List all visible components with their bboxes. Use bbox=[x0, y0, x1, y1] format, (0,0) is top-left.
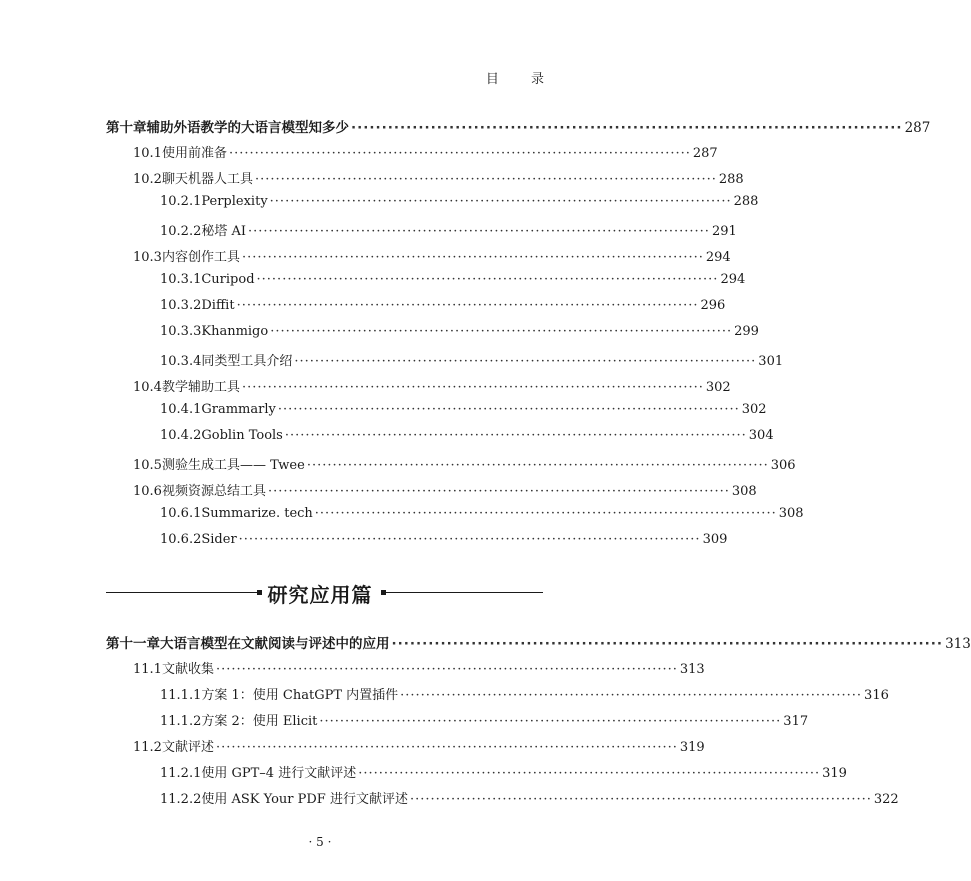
dot-leader: ·························································································· bbox=[294, 354, 757, 369]
entry-number: 10.2.2 bbox=[160, 224, 202, 239]
toc-entry[interactable] bbox=[160, 532, 728, 547]
toc-entry[interactable] bbox=[160, 710, 809, 729]
chapter-title: 辅助外语教学的大语言模型知多少 bbox=[146, 120, 349, 136]
page-number: 308 bbox=[731, 484, 757, 499]
entry-number: 10.6.1 bbox=[160, 506, 202, 521]
page-number: 294 bbox=[720, 272, 746, 287]
chapter-title: 大语言模型在文献阅读与评述中的应用 bbox=[160, 636, 390, 652]
toc-entry[interactable] bbox=[133, 168, 744, 187]
page-number: 322 bbox=[873, 792, 899, 807]
entry-title: 方案 2：使用 Elicit bbox=[201, 714, 318, 729]
entry-title: 测验生成工具—— Twee bbox=[161, 458, 305, 473]
page-number: 301 bbox=[758, 354, 784, 369]
chapter-number: 第十章 bbox=[106, 120, 147, 136]
entry-number: 10.1 bbox=[133, 146, 162, 161]
dot-leader: ·························································································· bbox=[270, 324, 733, 339]
toc-entry[interactable] bbox=[133, 142, 718, 161]
page-number: 299 bbox=[734, 324, 759, 339]
page-number: 304 bbox=[748, 428, 774, 443]
page-number: 308 bbox=[778, 506, 804, 521]
page-number: 296 bbox=[700, 298, 726, 313]
entry-number: 10.3 bbox=[133, 250, 162, 265]
entry-number: 10.3.2 bbox=[160, 298, 202, 313]
entry-title: 文献评述 bbox=[161, 740, 214, 755]
running-header: 目 录 bbox=[485, 72, 558, 87]
dot-leader: ·························································································· bbox=[319, 714, 782, 729]
toc-chapter-10[interactable] bbox=[106, 116, 931, 136]
toc-entry[interactable] bbox=[160, 684, 889, 703]
page-number: 309 bbox=[702, 532, 728, 547]
entry-number: 10.5 bbox=[133, 458, 162, 473]
dot-leader: ·························································································· bbox=[269, 194, 732, 209]
toc-entry[interactable] bbox=[133, 480, 757, 499]
entry-number: 10.2 bbox=[133, 172, 162, 187]
toc-entry[interactable] bbox=[160, 762, 847, 781]
entry-title: 聊天机器人工具 bbox=[161, 172, 253, 187]
dot-leader: ·························································································· bbox=[215, 740, 678, 755]
entry-number: 11.1.1 bbox=[160, 688, 202, 703]
part-divider-right bbox=[386, 592, 543, 593]
dot-leader: ·························································································· bbox=[241, 380, 704, 395]
page-number: 294 bbox=[705, 250, 731, 265]
dot-leader: ·························································································· bbox=[215, 662, 678, 677]
toc-entry[interactable] bbox=[160, 788, 899, 807]
page-number: 302 bbox=[741, 402, 767, 417]
toc-entry[interactable] bbox=[160, 194, 759, 209]
entry-title: 内容创作工具 bbox=[161, 250, 240, 265]
entry-number: 11.2.2 bbox=[160, 792, 202, 807]
toc-entry[interactable] bbox=[160, 298, 726, 313]
toc-entry[interactable] bbox=[133, 246, 731, 265]
part-divider-left bbox=[106, 592, 258, 593]
page-footer: · 5 · bbox=[308, 835, 332, 849]
toc-entry[interactable] bbox=[160, 428, 774, 443]
toc-entry[interactable] bbox=[133, 454, 796, 473]
dot-leader: ·························································································· bbox=[238, 532, 701, 547]
page-number: 319 bbox=[822, 766, 847, 781]
entry-title: Summarize. tech bbox=[201, 506, 313, 521]
toc-entry[interactable] bbox=[160, 272, 746, 287]
entry-title: Khanmigo bbox=[201, 324, 269, 339]
toc-entry[interactable] bbox=[160, 350, 784, 369]
entry-number: 10.4 bbox=[133, 380, 162, 395]
page-number: 317 bbox=[783, 714, 809, 729]
toc-chapter-11[interactable] bbox=[106, 632, 971, 652]
entry-title: 同类型工具介绍 bbox=[201, 354, 293, 369]
dot-leader: ·························································································· bbox=[248, 224, 710, 239]
dot-leader: ·························································································· bbox=[358, 766, 821, 781]
entry-number: 10.6 bbox=[133, 484, 162, 499]
entry-title: Goblin Tools bbox=[201, 428, 283, 443]
entry-title: 教学辅助工具 bbox=[161, 380, 240, 395]
entry-title: Curipod bbox=[201, 272, 255, 287]
page-number: 319 bbox=[679, 740, 705, 755]
toc-entry[interactable] bbox=[160, 220, 737, 239]
page-number: 306 bbox=[770, 458, 796, 473]
dot-leader: ·························································································· bbox=[256, 272, 719, 287]
entry-title: Sider bbox=[201, 532, 237, 547]
entry-number: 10.4.1 bbox=[160, 402, 202, 417]
toc-entry[interactable] bbox=[160, 324, 759, 339]
entry-number: 11.2 bbox=[133, 740, 162, 755]
dot-leader: ·························································································· bbox=[284, 428, 747, 443]
toc-entry[interactable] bbox=[133, 376, 731, 395]
dot-leader: ·························································································· bbox=[254, 172, 717, 187]
dot-leader: ·························································································· bbox=[306, 458, 769, 473]
toc-entry[interactable] bbox=[133, 658, 705, 677]
entry-number: 10.3.4 bbox=[160, 354, 202, 369]
entry-title: Grammarly bbox=[201, 402, 276, 417]
entry-title: Diffit bbox=[201, 298, 235, 313]
dot-leader: ·························································································· bbox=[228, 146, 691, 161]
entry-title: 使用前准备 bbox=[161, 146, 227, 161]
entry-title: Perplexity bbox=[201, 194, 268, 209]
page-number: 313 bbox=[945, 636, 971, 652]
page-number: 316 bbox=[864, 688, 889, 703]
entry-number: 11.1 bbox=[133, 662, 162, 677]
dot-leader: ·························································································· bbox=[241, 250, 704, 265]
entry-title: 文献收集 bbox=[161, 662, 214, 677]
chapter-number: 第十一章 bbox=[106, 636, 160, 652]
entry-number: 10.3.1 bbox=[160, 272, 202, 287]
page-number: 287 bbox=[692, 146, 718, 161]
entry-number: 10.3.3 bbox=[160, 324, 202, 339]
dot-leader: ·························································································· bbox=[267, 484, 730, 499]
page-number: 302 bbox=[705, 380, 731, 395]
entry-number: 10.6.2 bbox=[160, 532, 202, 547]
page-number: 313 bbox=[679, 662, 705, 677]
entry-title: 方案 1：使用 ChatGPT 内置插件 bbox=[201, 688, 399, 703]
dot-leader: ·························································································· bbox=[400, 688, 863, 703]
entry-title: 视频资源总结工具 bbox=[161, 484, 266, 499]
dot-leader: ·························································································· bbox=[351, 120, 903, 136]
dot-leader: ·························································································· bbox=[236, 298, 699, 313]
entry-title: 使用 GPT–4 进行文献评述 bbox=[201, 766, 357, 781]
dot-leader: ·························································································· bbox=[277, 402, 740, 417]
dot-leader: ·························································································· bbox=[314, 506, 777, 521]
toc-entry[interactable] bbox=[160, 506, 804, 521]
entry-number: 11.1.2 bbox=[160, 714, 202, 729]
entry-number: 11.2.1 bbox=[160, 766, 202, 781]
entry-title: 秘塔 AI bbox=[201, 224, 247, 239]
page-number: 287 bbox=[904, 120, 931, 136]
entry-number: 10.4.2 bbox=[160, 428, 202, 443]
page-number: 291 bbox=[711, 224, 737, 239]
entry-number: 10.2.1 bbox=[160, 194, 202, 209]
toc-entry[interactable] bbox=[160, 402, 767, 417]
entry-title: 使用 ASK Your PDF 进行文献评述 bbox=[201, 792, 408, 807]
page-number: 288 bbox=[718, 172, 744, 187]
page-number: 288 bbox=[733, 194, 759, 209]
part-title: 研究应用篇 bbox=[267, 583, 373, 607]
dot-leader: ·························································································· bbox=[391, 636, 944, 652]
toc-entry[interactable] bbox=[133, 736, 705, 755]
dot-leader: ·························································································· bbox=[409, 792, 872, 807]
